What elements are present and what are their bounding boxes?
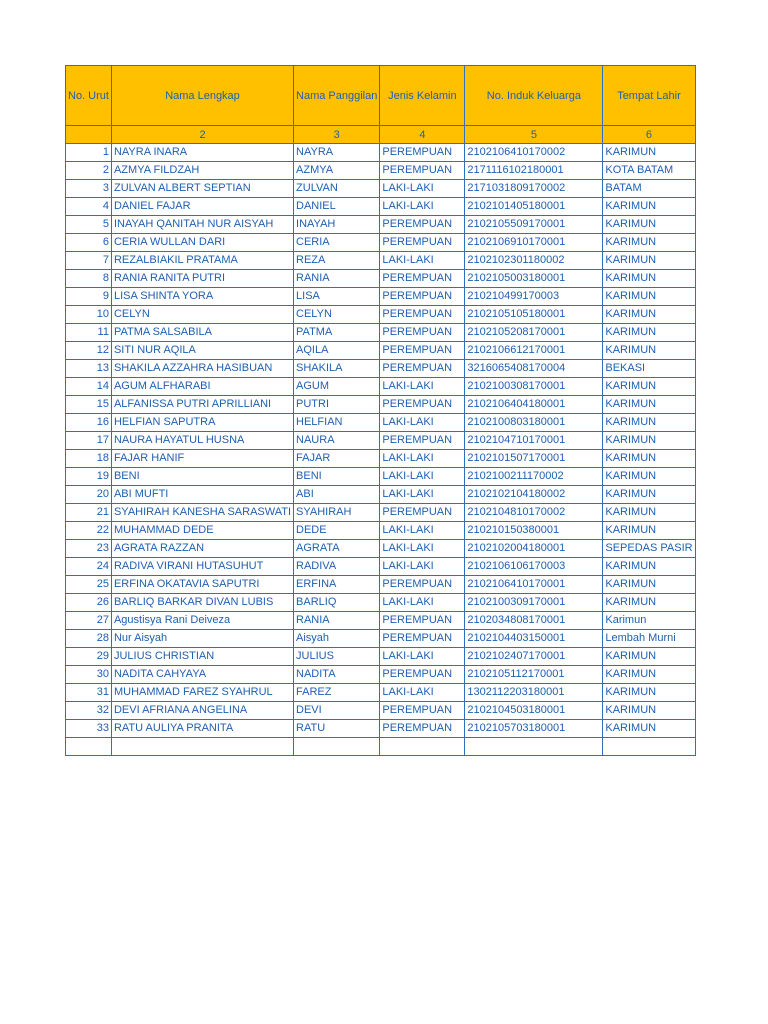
cell-no-urut[interactable]: 7 — [66, 252, 112, 270]
cell-no-induk-keluarga[interactable]: 2102102104180002 — [465, 486, 603, 504]
cell-nama-lengkap[interactable]: BENI — [111, 468, 293, 486]
cell-jenis-kelamin[interactable]: PEREMPUAN — [380, 576, 465, 594]
cell-nama-lengkap[interactable]: JULIUS CHRISTIAN — [111, 648, 293, 666]
cell-tempat-lahir[interactable]: BATAM — [603, 180, 695, 198]
cell-no-urut[interactable]: 19 — [66, 468, 112, 486]
cell-jenis-kelamin[interactable]: PEREMPUAN — [380, 666, 465, 684]
cell-no-urut[interactable]: 10 — [66, 306, 112, 324]
table-row — [66, 432, 696, 450]
cell-nama-panggilan[interactable]: FAJAR — [294, 450, 380, 468]
cell-tempat-lahir[interactable]: KARIMUN — [603, 432, 695, 450]
cell-tempat-lahir[interactable]: KARIMUN — [603, 198, 695, 216]
cell-nama-lengkap[interactable]: CELYN — [111, 306, 293, 324]
table-row — [66, 612, 696, 630]
cell-tempat-lahir[interactable]: KARIMUN — [603, 216, 695, 234]
header-row — [66, 66, 696, 126]
cell-tempat-lahir[interactable]: KARIMUN — [603, 288, 695, 306]
cell-tempat-lahir[interactable]: KARIMUN — [603, 468, 695, 486]
cell-no-induk-keluarga[interactable] — [465, 738, 603, 756]
cell-no-induk-keluarga[interactable]: 2102102301180002 — [465, 252, 603, 270]
table-row — [66, 504, 696, 522]
cell-nama-panggilan[interactable]: BENI — [294, 468, 380, 486]
cell-no-urut[interactable]: 33 — [66, 720, 112, 738]
cell-jenis-kelamin[interactable]: LAKI-LAKI — [380, 558, 465, 576]
cell-tempat-lahir[interactable]: KARIMUN — [603, 576, 695, 594]
cell-no-induk-keluarga[interactable]: 2102106410170001 — [465, 576, 603, 594]
cell-no-induk-keluarga[interactable]: 2102105208170001 — [465, 324, 603, 342]
cell-jenis-kelamin[interactable]: LAKI-LAKI — [380, 594, 465, 612]
cell-nama-lengkap[interactable]: FAJAR HANIF — [111, 450, 293, 468]
cell-nama-panggilan[interactable]: FAREZ — [294, 684, 380, 702]
cell-tempat-lahir[interactable]: KARIMUN — [603, 342, 695, 360]
cell-nama-lengkap[interactable]: LISA SHINTA YORA — [111, 288, 293, 306]
cell-nama-lengkap[interactable]: PATMA SALSABILA — [111, 324, 293, 342]
cell-tempat-lahir[interactable]: KARIMUN — [603, 144, 695, 162]
cell-no-urut[interactable]: 14 — [66, 378, 112, 396]
table-row — [66, 486, 696, 504]
cell-nama-panggilan[interactable]: ABI — [294, 486, 380, 504]
cell-tempat-lahir[interactable]: KARIMUN — [603, 720, 695, 738]
cell-jenis-kelamin[interactable]: PEREMPUAN — [380, 702, 465, 720]
cell-nama-lengkap[interactable] — [111, 738, 293, 756]
cell-no-urut[interactable]: 8 — [66, 270, 112, 288]
cell-nama-lengkap[interactable]: SHAKILA AZZAHRA HASIBUAN — [111, 360, 293, 378]
cell-no-induk-keluarga[interactable]: 2102104503180001 — [465, 702, 603, 720]
cell-no-induk-keluarga[interactable]: 1302112203180001 — [465, 684, 603, 702]
cell-tempat-lahir[interactable]: KARIMUN — [603, 486, 695, 504]
cell-jenis-kelamin[interactable]: LAKI-LAKI — [380, 522, 465, 540]
cell-no-urut[interactable]: 1 — [66, 144, 112, 162]
cell-nama-lengkap[interactable]: Agustisya Rani Deiveza — [111, 612, 293, 630]
cell-jenis-kelamin[interactable]: LAKI-LAKI — [380, 180, 465, 198]
column-number: 6 — [603, 126, 695, 144]
cell-nama-lengkap[interactable]: HELFIAN SAPUTRA — [111, 414, 293, 432]
cell-nama-lengkap[interactable]: ZULVAN ALBERT SEPTIAN — [111, 180, 293, 198]
cell-jenis-kelamin[interactable]: PEREMPUAN — [380, 630, 465, 648]
cell-nama-panggilan[interactable]: NAURA — [294, 432, 380, 450]
cell-nama-panggilan[interactable]: AZMYA — [294, 162, 380, 180]
cell-nama-panggilan[interactable]: CERIA — [294, 234, 380, 252]
cell-nama-lengkap[interactable]: ABI MUFTI — [111, 486, 293, 504]
cell-nama-lengkap[interactable]: ALFANISSA PUTRI APRILLIANI — [111, 396, 293, 414]
cell-tempat-lahir[interactable]: KARIMUN — [603, 702, 695, 720]
cell-no-induk-keluarga[interactable]: 2171116102180001 — [465, 162, 603, 180]
cell-tempat-lahir[interactable]: KARIMUN — [603, 252, 695, 270]
header-no-induk-keluarga: No. Induk Keluarga — [465, 66, 603, 126]
cell-no-induk-keluarga[interactable]: 2102102407170001 — [465, 648, 603, 666]
cell-tempat-lahir[interactable]: KARIMUN — [603, 594, 695, 612]
cell-jenis-kelamin[interactable]: LAKI-LAKI — [380, 198, 465, 216]
cell-jenis-kelamin[interactable]: LAKI-LAKI — [380, 486, 465, 504]
cell-tempat-lahir[interactable]: KARIMUN — [603, 504, 695, 522]
cell-nama-panggilan[interactable]: NAYRA — [294, 144, 380, 162]
cell-no-urut[interactable]: 24 — [66, 558, 112, 576]
cell-no-urut[interactable]: 12 — [66, 342, 112, 360]
cell-jenis-kelamin[interactable]: LAKI-LAKI — [380, 684, 465, 702]
cell-no-urut[interactable]: 23 — [66, 540, 112, 558]
cell-nama-lengkap[interactable]: RATU AULIYA PRANITA — [111, 720, 293, 738]
cell-nama-panggilan[interactable]: PUTRI — [294, 396, 380, 414]
cell-tempat-lahir[interactable]: SEPEDAS PASIR — [603, 540, 695, 558]
cell-no-urut[interactable]: 31 — [66, 684, 112, 702]
cell-no-urut[interactable]: 28 — [66, 630, 112, 648]
cell-tempat-lahir[interactable]: KARIMUN — [603, 666, 695, 684]
cell-no-urut[interactable]: 22 — [66, 522, 112, 540]
table-row — [66, 270, 696, 288]
cell-nama-panggilan[interactable]: HELFIAN — [294, 414, 380, 432]
cell-no-urut[interactable]: 5 — [66, 216, 112, 234]
cell-nama-panggilan[interactable]: AQILA — [294, 342, 380, 360]
cell-no-urut[interactable]: 27 — [66, 612, 112, 630]
cell-jenis-kelamin[interactable]: PEREMPUAN — [380, 270, 465, 288]
cell-nama-panggilan[interactable]: SYAHIRAH — [294, 504, 380, 522]
cell-no-urut[interactable]: 16 — [66, 414, 112, 432]
cell-no-induk-keluarga[interactable]: 2102106106170003 — [465, 558, 603, 576]
table-body — [66, 144, 696, 756]
table-row — [66, 378, 696, 396]
cell-nama-lengkap[interactable]: CERIA WULLAN DARI — [111, 234, 293, 252]
cell-no-induk-keluarga[interactable]: 2102106612170001 — [465, 342, 603, 360]
cell-no-urut[interactable]: 15 — [66, 396, 112, 414]
cell-jenis-kelamin[interactable]: LAKI-LAKI — [380, 468, 465, 486]
table-row — [66, 324, 696, 342]
cell-jenis-kelamin[interactable]: PEREMPUAN — [380, 288, 465, 306]
cell-nama-lengkap[interactable]: MUHAMMAD DEDE — [111, 522, 293, 540]
cell-nama-lengkap[interactable]: AGUM ALFHARABI — [111, 378, 293, 396]
cell-tempat-lahir[interactable]: KARIMUN — [603, 270, 695, 288]
cell-nama-lengkap[interactable]: Nur Aisyah — [111, 630, 293, 648]
cell-jenis-kelamin[interactable]: PEREMPUAN — [380, 234, 465, 252]
cell-nama-lengkap[interactable]: NAYRA INARA — [111, 144, 293, 162]
cell-no-urut[interactable] — [66, 738, 112, 756]
cell-nama-panggilan[interactable]: RADIVA — [294, 558, 380, 576]
cell-no-induk-keluarga[interactable]: 2171031809170002 — [465, 180, 603, 198]
cell-jenis-kelamin[interactable]: PEREMPUAN — [380, 144, 465, 162]
cell-no-induk-keluarga[interactable]: 3216065408170004 — [465, 360, 603, 378]
cell-tempat-lahir[interactable]: KOTA BATAM — [603, 162, 695, 180]
table-row — [66, 630, 696, 648]
table-row — [66, 720, 696, 738]
cell-jenis-kelamin[interactable]: PEREMPUAN — [380, 306, 465, 324]
table-row — [66, 180, 696, 198]
cell-no-urut[interactable]: 3 — [66, 180, 112, 198]
table-row — [66, 252, 696, 270]
cell-tempat-lahir[interactable]: KARIMUN — [603, 450, 695, 468]
cell-nama-lengkap[interactable]: DEVI AFRIANA ANGELINA — [111, 702, 293, 720]
table-row — [66, 468, 696, 486]
cell-nama-lengkap[interactable]: REZALBIAKIL PRATAMA — [111, 252, 293, 270]
cell-jenis-kelamin[interactable]: PEREMPUAN — [380, 162, 465, 180]
cell-no-induk-keluarga[interactable]: 2102105509170001 — [465, 216, 603, 234]
cell-no-induk-keluarga[interactable]: 2102105105180001 — [465, 306, 603, 324]
cell-nama-panggilan[interactable]: DANIEL — [294, 198, 380, 216]
cell-jenis-kelamin[interactable]: PEREMPUAN — [380, 324, 465, 342]
cell-nama-panggilan[interactable]: RANIA — [294, 270, 380, 288]
header-no-urut: No. Urut — [66, 66, 112, 126]
table-row — [66, 540, 696, 558]
cell-nama-lengkap[interactable]: DANIEL FAJAR — [111, 198, 293, 216]
cell-no-induk-keluarga[interactable]: 2102100308170001 — [465, 378, 603, 396]
table-row — [66, 576, 696, 594]
cell-nama-lengkap[interactable]: RADIVA VIRANI HUTASUHUT — [111, 558, 293, 576]
cell-no-urut[interactable]: 4 — [66, 198, 112, 216]
student-table — [65, 65, 696, 756]
cell-tempat-lahir[interactable]: Karimun — [603, 612, 695, 630]
cell-tempat-lahir[interactable]: Lembah Murni — [603, 630, 695, 648]
table-row — [66, 360, 696, 378]
cell-tempat-lahir[interactable]: KARIMUN — [603, 378, 695, 396]
cell-nama-lengkap[interactable]: NAURA HAYATUL HUSNA — [111, 432, 293, 450]
cell-jenis-kelamin[interactable]: PEREMPUAN — [380, 504, 465, 522]
header-tempat-lahir: Tempat Lahir — [603, 66, 695, 126]
cell-tempat-lahir[interactable]: BEKASI — [603, 360, 695, 378]
cell-nama-lengkap[interactable]: SITI NUR AQILA — [111, 342, 293, 360]
cell-no-induk-keluarga[interactable]: 2102105112170001 — [465, 666, 603, 684]
cell-no-induk-keluarga[interactable]: 2102100309170001 — [465, 594, 603, 612]
cell-tempat-lahir[interactable] — [603, 738, 695, 756]
cell-nama-panggilan[interactable] — [294, 738, 380, 756]
cell-nama-lengkap[interactable]: AZMYA FILDZAH — [111, 162, 293, 180]
cell-nama-lengkap[interactable]: BARLIQ BARKAR DIVAN LUBIS — [111, 594, 293, 612]
table-row — [66, 144, 696, 162]
table-row — [66, 162, 696, 180]
cell-jenis-kelamin[interactable]: PEREMPUAN — [380, 612, 465, 630]
column-number: 4 — [380, 126, 465, 144]
cell-tempat-lahir[interactable]: KARIMUN — [603, 396, 695, 414]
table-row — [66, 288, 696, 306]
table-row — [66, 198, 696, 216]
cell-nama-lengkap[interactable]: RANIA RANITA PUTRI — [111, 270, 293, 288]
cell-no-induk-keluarga[interactable]: 210210150380001 — [465, 522, 603, 540]
cell-nama-panggilan[interactable]: AGUM — [294, 378, 380, 396]
cell-nama-panggilan[interactable]: RATU — [294, 720, 380, 738]
cell-no-urut[interactable]: 26 — [66, 594, 112, 612]
cell-jenis-kelamin[interactable] — [380, 738, 465, 756]
cell-jenis-kelamin[interactable]: PEREMPUAN — [380, 432, 465, 450]
cell-nama-panggilan[interactable]: ZULVAN — [294, 180, 380, 198]
cell-tempat-lahir[interactable]: KARIMUN — [603, 648, 695, 666]
cell-no-urut[interactable]: 21 — [66, 504, 112, 522]
cell-jenis-kelamin[interactable]: LAKI-LAKI — [380, 450, 465, 468]
column-number-row — [66, 126, 696, 144]
cell-nama-panggilan[interactable]: INAYAH — [294, 216, 380, 234]
column-number: 2 — [111, 126, 293, 144]
cell-nama-panggilan[interactable]: SHAKILA — [294, 360, 380, 378]
column-number: 5 — [465, 126, 603, 144]
table-row — [66, 684, 696, 702]
cell-jenis-kelamin[interactable]: LAKI-LAKI — [380, 378, 465, 396]
cell-nama-panggilan[interactable]: AGRATA — [294, 540, 380, 558]
cell-tempat-lahir[interactable]: KARIMUN — [603, 234, 695, 252]
cell-nama-panggilan[interactable]: NADITA — [294, 666, 380, 684]
header-nama-lengkap: Nama Lengkap — [111, 66, 293, 126]
cell-jenis-kelamin[interactable]: PEREMPUAN — [380, 720, 465, 738]
cell-no-induk-keluarga[interactable]: 210210499170003 — [465, 288, 603, 306]
cell-no-induk-keluarga[interactable]: 2102100211170002 — [465, 468, 603, 486]
cell-no-induk-keluarga[interactable]: 2102101405180001 — [465, 198, 603, 216]
cell-no-induk-keluarga[interactable]: 2102106910170001 — [465, 234, 603, 252]
cell-tempat-lahir[interactable]: KARIMUN — [603, 414, 695, 432]
cell-tempat-lahir[interactable]: KARIMUN — [603, 522, 695, 540]
cell-nama-panggilan[interactable]: DEVI — [294, 702, 380, 720]
table-row — [66, 342, 696, 360]
cell-no-induk-keluarga[interactable]: 2102106410170002 — [465, 144, 603, 162]
cell-no-urut[interactable]: 6 — [66, 234, 112, 252]
cell-nama-lengkap[interactable]: INAYAH QANITAH NUR AISYAH — [111, 216, 293, 234]
cell-no-induk-keluarga[interactable]: 2102104810170002 — [465, 504, 603, 522]
cell-no-urut[interactable]: 13 — [66, 360, 112, 378]
table-row — [66, 414, 696, 432]
cell-nama-panggilan[interactable]: REZA — [294, 252, 380, 270]
table-row — [66, 216, 696, 234]
cell-no-urut[interactable]: 25 — [66, 576, 112, 594]
table-row — [66, 396, 696, 414]
cell-nama-lengkap[interactable]: MUHAMMAD FAREZ SYAHRUL — [111, 684, 293, 702]
cell-no-urut[interactable]: 30 — [66, 666, 112, 684]
cell-tempat-lahir[interactable]: KARIMUN — [603, 684, 695, 702]
cell-no-induk-keluarga[interactable]: 2102104710170001 — [465, 432, 603, 450]
cell-tempat-lahir[interactable]: KARIMUN — [603, 558, 695, 576]
cell-nama-panggilan[interactable]: PATMA — [294, 324, 380, 342]
cell-jenis-kelamin[interactable]: LAKI-LAKI — [380, 540, 465, 558]
cell-no-induk-keluarga[interactable]: 2102100803180001 — [465, 414, 603, 432]
cell-nama-panggilan[interactable]: JULIUS — [294, 648, 380, 666]
cell-no-urut[interactable]: 2 — [66, 162, 112, 180]
header-jenis-kelamin: Jenis Kelamin — [380, 66, 465, 126]
cell-jenis-kelamin[interactable]: PEREMPUAN — [380, 396, 465, 414]
cell-nama-panggilan[interactable]: RANIA — [294, 612, 380, 630]
cell-no-induk-keluarga[interactable]: 2102034808170001 — [465, 612, 603, 630]
header-nama-panggilan: Nama Panggilan — [294, 66, 380, 126]
cell-no-induk-keluarga[interactable]: 2102101507170001 — [465, 450, 603, 468]
cell-nama-panggilan[interactable]: DEDE — [294, 522, 380, 540]
cell-tempat-lahir[interactable]: KARIMUN — [603, 306, 695, 324]
table-row — [66, 702, 696, 720]
table-row — [66, 594, 696, 612]
cell-nama-panggilan[interactable]: LISA — [294, 288, 380, 306]
cell-no-induk-keluarga[interactable]: 2102105003180001 — [465, 270, 603, 288]
cell-nama-panggilan[interactable]: Aisyah — [294, 630, 380, 648]
cell-nama-panggilan[interactable]: BARLIQ — [294, 594, 380, 612]
cell-no-induk-keluarga[interactable]: 2102105703180001 — [465, 720, 603, 738]
table-row — [66, 306, 696, 324]
table-row — [66, 558, 696, 576]
table-row — [66, 738, 696, 756]
cell-no-induk-keluarga[interactable]: 2102102004180001 — [465, 540, 603, 558]
table-row — [66, 648, 696, 666]
cell-no-urut[interactable]: 18 — [66, 450, 112, 468]
column-number: 3 — [294, 126, 380, 144]
cell-nama-lengkap[interactable]: NADITA CAHYAYA — [111, 666, 293, 684]
cell-tempat-lahir[interactable]: KARIMUN — [603, 324, 695, 342]
cell-nama-panggilan[interactable]: CELYN — [294, 306, 380, 324]
cell-no-urut[interactable]: 17 — [66, 432, 112, 450]
cell-jenis-kelamin[interactable]: LAKI-LAKI — [380, 648, 465, 666]
cell-jenis-kelamin[interactable]: PEREMPUAN — [380, 360, 465, 378]
table-row — [66, 522, 696, 540]
table-row — [66, 450, 696, 468]
cell-no-induk-keluarga[interactable]: 2102106404180001 — [465, 396, 603, 414]
column-number — [66, 126, 112, 144]
cell-no-urut[interactable]: 11 — [66, 324, 112, 342]
cell-no-induk-keluarga[interactable]: 2102104403150001 — [465, 630, 603, 648]
cell-no-urut[interactable]: 20 — [66, 486, 112, 504]
cell-jenis-kelamin[interactable]: LAKI-LAKI — [380, 414, 465, 432]
cell-jenis-kelamin[interactable]: PEREMPUAN — [380, 216, 465, 234]
cell-no-urut[interactable]: 9 — [66, 288, 112, 306]
cell-no-urut[interactable]: 29 — [66, 648, 112, 666]
cell-nama-lengkap[interactable]: SYAHIRAH KANESHA SARASWATI — [111, 504, 293, 522]
cell-jenis-kelamin[interactable]: LAKI-LAKI — [380, 252, 465, 270]
table-row — [66, 234, 696, 252]
cell-no-urut[interactable]: 32 — [66, 702, 112, 720]
cell-nama-lengkap[interactable]: ERFINA OKATAVIA SAPUTRI — [111, 576, 293, 594]
cell-nama-panggilan[interactable]: ERFINA — [294, 576, 380, 594]
table-row — [66, 666, 696, 684]
cell-nama-lengkap[interactable]: AGRATA RAZZAN — [111, 540, 293, 558]
cell-jenis-kelamin[interactable]: PEREMPUAN — [380, 342, 465, 360]
